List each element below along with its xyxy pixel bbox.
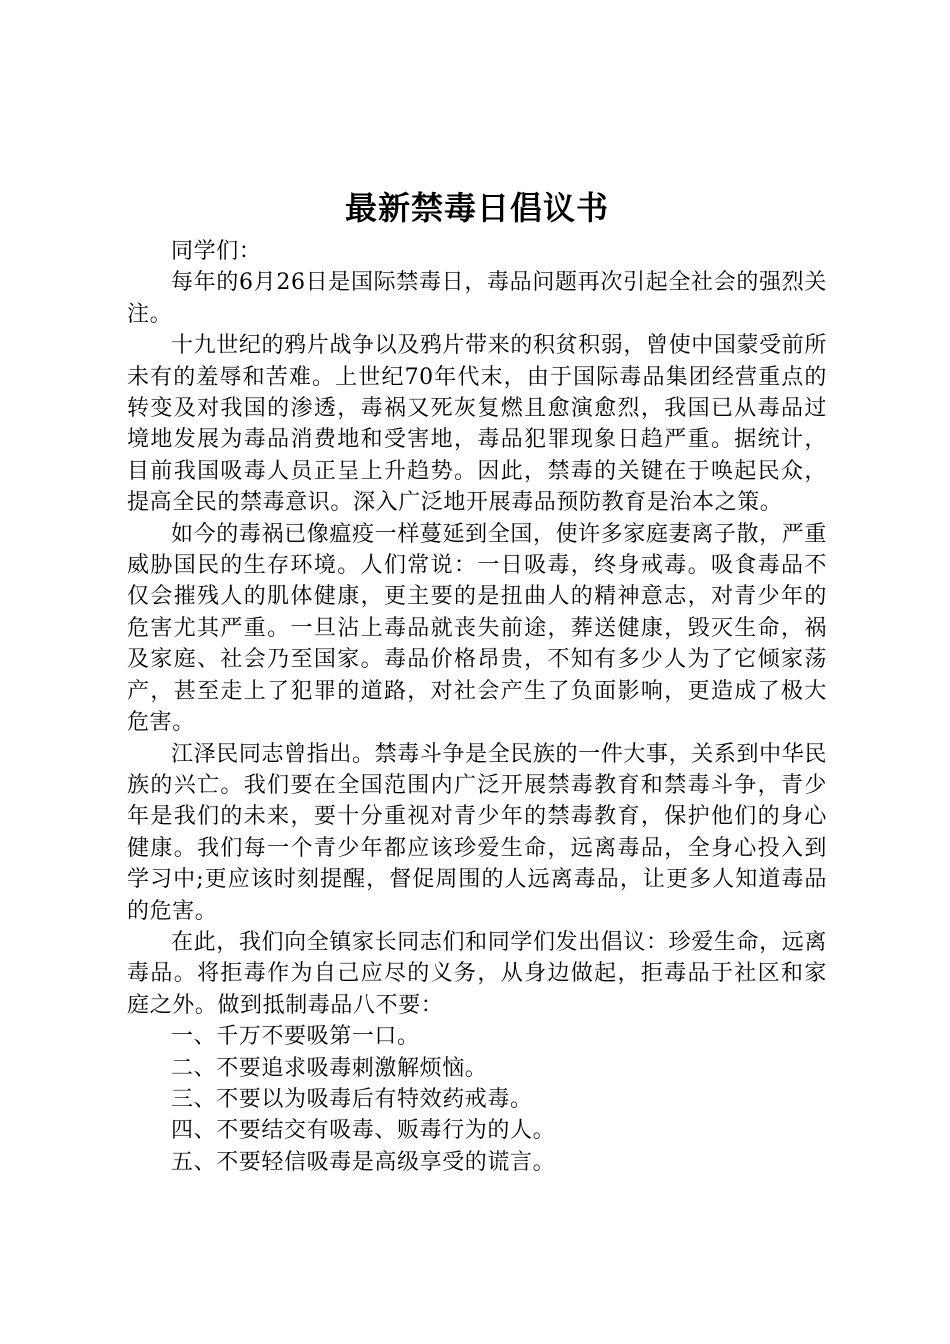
- document-page: [127, 184, 827, 1178]
- document-title: 最新禁毒日倡议书: [344, 189, 609, 227]
- paragraph-5: 在此，我们向全镇家长同志们和同学们发出倡议：珍爱生命，远离毒品。将拒毒作为自己应尽的义务，从身边做起，拒毒品于社区和家庭之外。做到抵制毒品八不要：: [127, 929, 827, 1018]
- paragraph-4: 江泽民同志曾指出。禁毒斗争是全民族的一件大事，关系到中华民族的兴亡。我们要在全国范围内广泛开展禁毒教育和禁毒斗争，青少年是我们的未来，要十分重视对青少年的禁毒教育，保护他们的身心健康。我们每一个青少年都应该珍爱生命，远离毒品，全身心投入到学习中;更应该时刻提醒，督促周围的人远离毒品，让更多人知道毒品的危害。: [127, 741, 827, 924]
- paragraph-3: 如今的毒祸已像瘟疫一样蔓延到全国，使许多家庭妻离子散，严重威胁国民的生存环境。人们常说：一日吸毒，终身戒毒。吸食毒品不仅会摧残人的肌体健康，更主要的是扭曲人的精神意志，对青少年的危害尤其严重。一旦沾上毒品就丧失前途，葬送健康，毁灭生命，祸及家庭、社会乃至国家。毒品价格昂贵，不知有多少人为了它倾家荡产，甚至走上了犯罪的道路，对社会产生了负面影响，更造成了极大危害。: [127, 521, 827, 736]
- paragraph-1: 每年的6月26日是国际禁毒日，毒品问题再次引起全社会的强烈关注。: [127, 270, 827, 327]
- list-item-4: 四、不要结交有吸毒、贩毒行为的人。: [171, 1118, 556, 1144]
- salutation: 同学们：: [171, 239, 262, 264]
- paragraph-2: 十九世纪的鸦片战争以及鸦片带来的积贫积弱，曾使中国蒙受前所未有的羞辱和苦难。上世纪70年代末，由于国际毒品集团经营重点的转变及对我国的渗透，毒祸又死灰复燃且愈演愈烈，我国已从毒品过境地发展为毒品消费地和受害地，毒品犯罪现象日趋严重。据统计，目前我国吸毒人员正呈上升趋势。因此，禁毒的关键在于唤起民众，提高全民的禁毒意识。深入广泛地开展毒品预防教育是治本之策。: [127, 333, 827, 516]
- list-item-5: 五、不要轻信吸毒是高级享受的谎言。: [171, 1149, 556, 1175]
- list-item-1: 一、千万不要吸第一口。: [171, 1024, 420, 1050]
- list-item-3: 三、不要以为吸毒后有特效药戒毒。: [171, 1086, 533, 1112]
- list-item-2: 二、不要追求吸毒刺激解烦恼。: [171, 1055, 488, 1081]
